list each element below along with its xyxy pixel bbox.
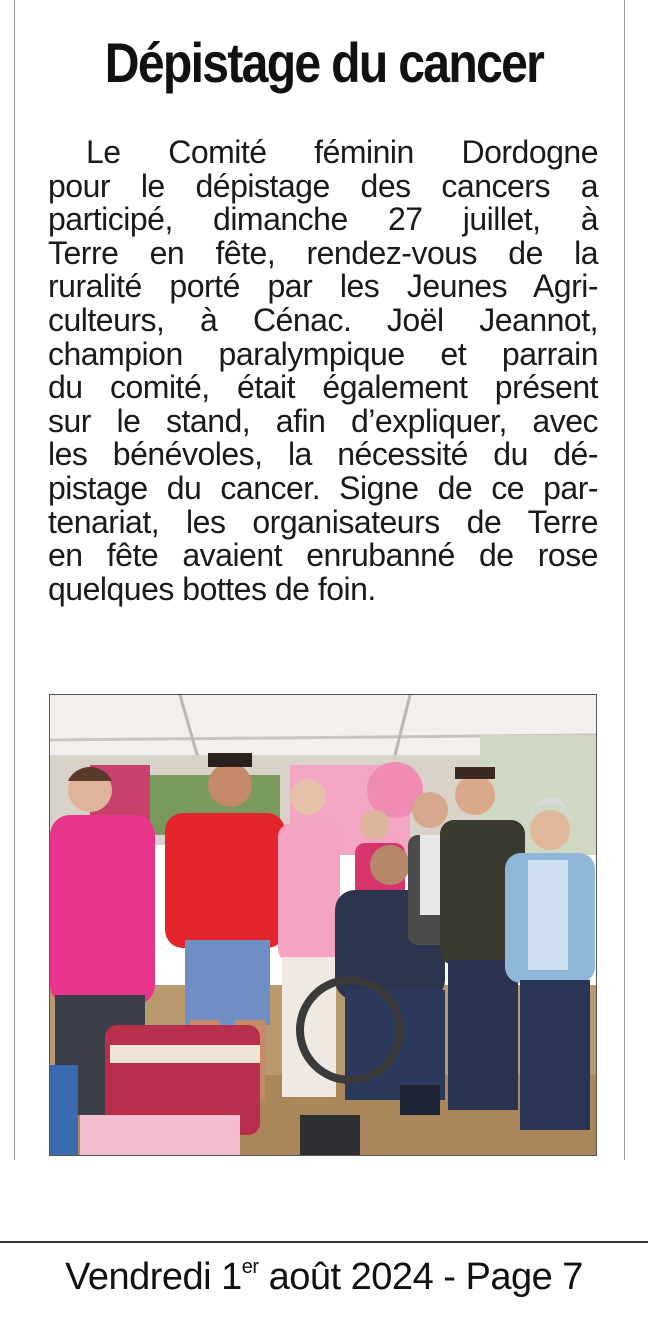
body-line: participé, dimanche 27 juillet, à	[48, 201, 598, 238]
body-line: pour le dépistage des cancers a	[48, 167, 598, 204]
footer-day: Vendredi 1	[65, 1256, 242, 1298]
article-body	[48, 136, 598, 606]
body-line: les bénévoles, la nécessité du dé-	[48, 436, 598, 473]
body-line: Terre en fête, rendez-vous de la	[48, 234, 598, 271]
article-photo	[49, 694, 597, 1156]
article-headline: Dépistage du cancer	[104, 31, 544, 94]
body-line: tenariat, les organisateurs de Terre	[48, 503, 598, 540]
body-line: du comité, était également présent	[48, 369, 598, 406]
body-line: champion paralympique et parrain	[48, 335, 598, 372]
column-rule-left	[14, 0, 15, 1160]
body-line: sur le stand, afin d’expliquer, avec	[48, 402, 598, 439]
body-line: Le Comité féminin Dordogne	[86, 134, 598, 170]
column-rule-right	[624, 0, 625, 1160]
body-line: ruralité porté par les Jeunes Agri-	[48, 268, 598, 305]
body-line: quelques bottes de foin.	[48, 570, 376, 607]
body-line: en fête avaient enrubanné de rose	[48, 537, 598, 574]
footer-ordinal: er	[241, 1256, 259, 1278]
footer-date-page: août 2024 - Page 7	[258, 1256, 583, 1298]
body-line: pistage du cancer. Signe de ce par-	[48, 469, 598, 506]
page-footer	[0, 1256, 648, 1299]
group-photo-illustration	[50, 695, 596, 1155]
footer-rule	[0, 1241, 648, 1243]
body-line: culteurs, à Cénac. Joël Jeannot,	[48, 301, 598, 338]
